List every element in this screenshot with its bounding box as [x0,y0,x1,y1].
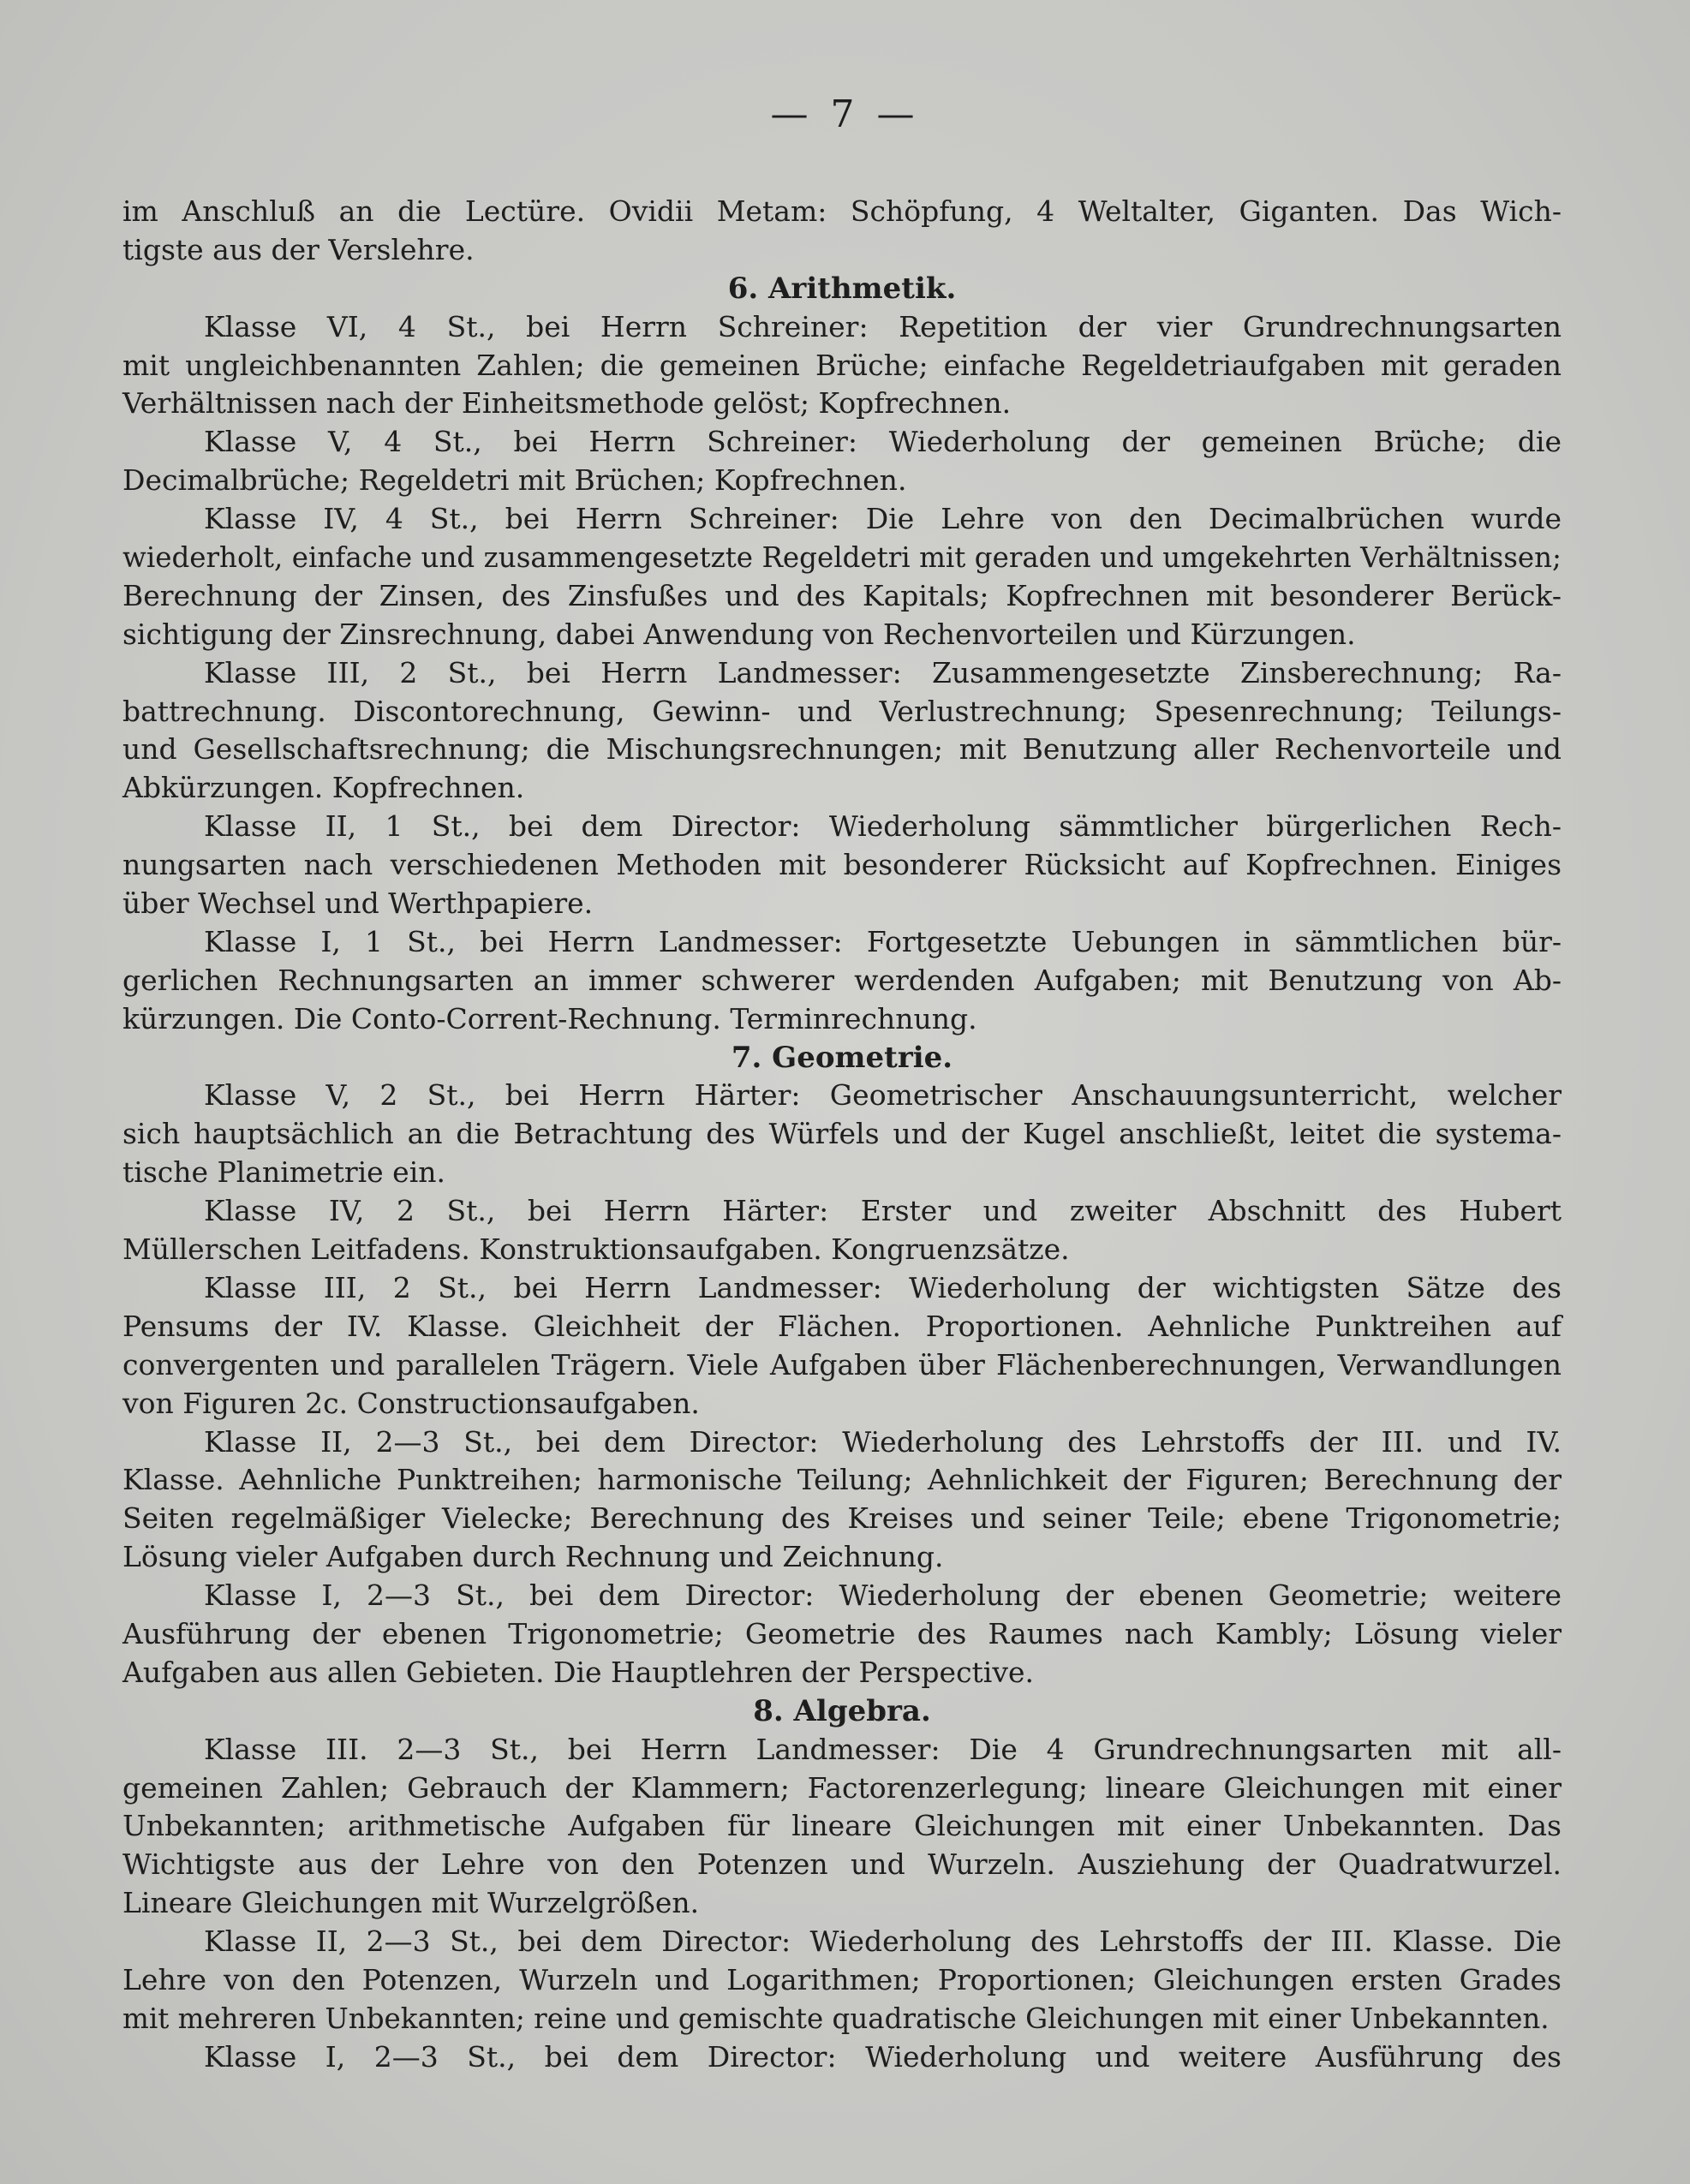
text-line: mit ungleichbenannten Zahlen; die gemeinen Brüche; einfache Regeldetriaufgaben mit geraden [122,348,1562,382]
section-heading-algebra: 8. Algebra. [753,1693,931,1728]
text-line: Klasse. Aehnliche Punktreihen; harmonische Teilung; Aehnlichkeit der Figuren; Berechnung der [122,1463,1562,1497]
text-line: Lehre von den Potenzen, Wurzeln und Logarithmen; Proportionen; Gleichungen ersten Grades [122,1962,1562,1996]
body-text [122,193,1562,2077]
text-line: Abkürzungen. Kopfrechnen. [122,771,525,805]
paragraph-first-line: Klasse III. 2—3 St., bei Herrn Landmesser: Die 4 Grundrechnungsarten mit all- [204,1732,1562,1766]
text-line: Decimalbrüche; Regeldetri mit Brüchen; Kopfrechnen. [122,463,907,498]
text-line: von Figuren 2c. Constructionsaufgaben. [122,1386,700,1420]
text-line: kürzungen. Die Conto-Corrent-Rechnung. Terminrechnung. [122,1001,977,1035]
text-line: tische Planimetrie ein. [122,1155,446,1190]
paragraph-first-line: Klasse I, 1 St., bei Herrn Landmesser: Fortgesetzte Uebungen in sämmtlichen bür- [204,924,1562,958]
text-line: Müllerschen Leitfadens. Konstruktionsaufgaben. Kongruenzsätze. [122,1232,1070,1267]
page-number: — 7 — [770,92,920,136]
paragraph-first-line: Klasse IV, 2 St., bei Herrn Härter: Erster und zweiter Abschnitt des Hubert [204,1194,1562,1228]
text-line: Berechnung der Zinsen, des Zinsfußes und des Kapitals; Kopfrechnen mit besonderer Berück- [122,578,1562,612]
text-line: Pensums der IV. Klasse. Gleichheit der Flächen. Proportionen. Aehnliche Punktreihen auf [122,1309,1562,1343]
text-line: Seiten regelmäßiger Vielecke; Berechnung des Kreises und seiner Teile; ebene Trigonometrie; [122,1501,1562,1536]
text-line: Lineare Gleichungen mit Wurzelgrößen. [122,1886,700,1920]
text-line: über Wechsel und Werthpapiere. [122,886,594,921]
text-line: convergenten und parallelen Trägern. Viele Aufgaben über Flächenberechnungen, Verwandlungen [122,1347,1562,1381]
text-line: Ausführung der ebenen Trigonometrie; Geometrie des Raumes nach Kambly; Lösung vieler [122,1616,1562,1650]
text-line: gerlichen Rechnungsarten an immer schwerer werdenden Aufgaben; mit Benutzung von Ab- [122,963,1562,997]
text-line: gemeinen Zahlen; Gebrauch der Klammern; Factorenzerlegung; lineare Gleichungen mit einer [122,1770,1562,1805]
paragraph-first-line: Klasse II, 1 St., bei dem Director: Wiederholung sämmtlicher bürgerlichen Rech- [204,809,1562,844]
paragraph-first-line: Klasse III, 2 St., bei Herrn Landmesser: Zusammengesetzte Zinsberechnung; Ra- [204,655,1562,689]
paragraph-first-line: Klasse I, 2—3 St., bei dem Director: Wiederholung und weitere Ausführung des [204,2039,1562,2074]
text-line: mit mehreren Unbekannten; reine und gemischte quadratische Gleichungen mit einer Unbekannten. [122,2002,1550,2035]
text-line: Verhältnissen nach der Einheitsmethode gelöst; Kopfrechnen. [122,386,1012,421]
section-heading-geometrie: 7. Geometrie. [731,1040,953,1075]
text-line: nungsarten nach verschiedenen Methoden mit besonderer Rücksicht auf Kopfrechnen. Einiges [122,848,1562,882]
text-line: Unbekannten; arithmetische Aufgaben für lineare Gleichungen mit einer Unbekannten. Das [122,1809,1562,1843]
text-line: battrechnung. Discontorechnung, Gewinn- und Verlustrechnung; Spesenrechnung; Teilungs- [122,694,1562,728]
paragraph-first-line: Klasse II, 2—3 St., bei dem Director: Wiederholung des Lehrstoffs der III. und IV. [204,1424,1562,1459]
text-line: sich hauptsächlich an die Betrachtung des Würfels und der Kugel anschließt, leitet die systema- [122,1117,1562,1151]
paragraph-first-line: Klasse III, 2 St., bei Herrn Landmesser: Wiederholung der wichtigsten Sätze des [204,1270,1562,1304]
text-line: Lösung vieler Aufgaben durch Rechnung und Zeichnung. [122,1540,944,1574]
text-line: im Anschluß an die Lectüre. Ovidii Metam: Schöpfung, 4 Weltalter, Giganten. Das Wich- [122,194,1562,228]
text-line: und Gesellschaftsrechnung; die Mischungsrechnungen; mit Benutzung aller Rechenvorteile und [122,732,1562,767]
paragraph-first-line: Klasse II, 2—3 St., bei dem Director: Wiederholung des Lehrstoffs der III. Klasse. Die [204,1924,1562,1959]
text-line: wiederholt, einfache und zusammengesetzte Regeldetri mit geraden und umgekehrten Verhältnissen; [122,541,1562,575]
text-line: sichtigung der Zinsrechnung, dabei Anwendung von Rechenvorteilen und Kürzungen. [122,617,1356,651]
section-heading-arithmetik: 6. Arithmetik. [727,271,957,306]
paragraph-first-line: Klasse IV, 4 St., bei Herrn Schreiner: Die Lehre von den Decimalbrüchen wurde [204,502,1562,536]
paragraph-first-line: Klasse V, 4 St., bei Herrn Schreiner: Wiederholung der gemeinen Brüche; die [204,425,1562,459]
text-line: Aufgaben aus allen Gebieten. Die Hauptlehren der Perspective. [122,1655,1035,1689]
paragraph-first-line: Klasse V, 2 St., bei Herrn Härter: Geometrischer Anschauungsunterricht, welcher [204,1078,1562,1113]
paragraph-first-line: Klasse I, 2—3 St., bei dem Director: Wiederholung der ebenen Geometrie; weitere [204,1578,1562,1613]
paragraph-first-line: Klasse VI, 4 St., bei Herrn Schreiner: Repetition der vier Grundrechnungsarten [204,309,1562,343]
text-line: Wichtigste aus der Lehre von den Potenzen und Wurzeln. Ausziehung der Quadratwurzel. [122,1847,1562,1882]
text-line: tigste aus der Verslehre. [122,232,475,266]
